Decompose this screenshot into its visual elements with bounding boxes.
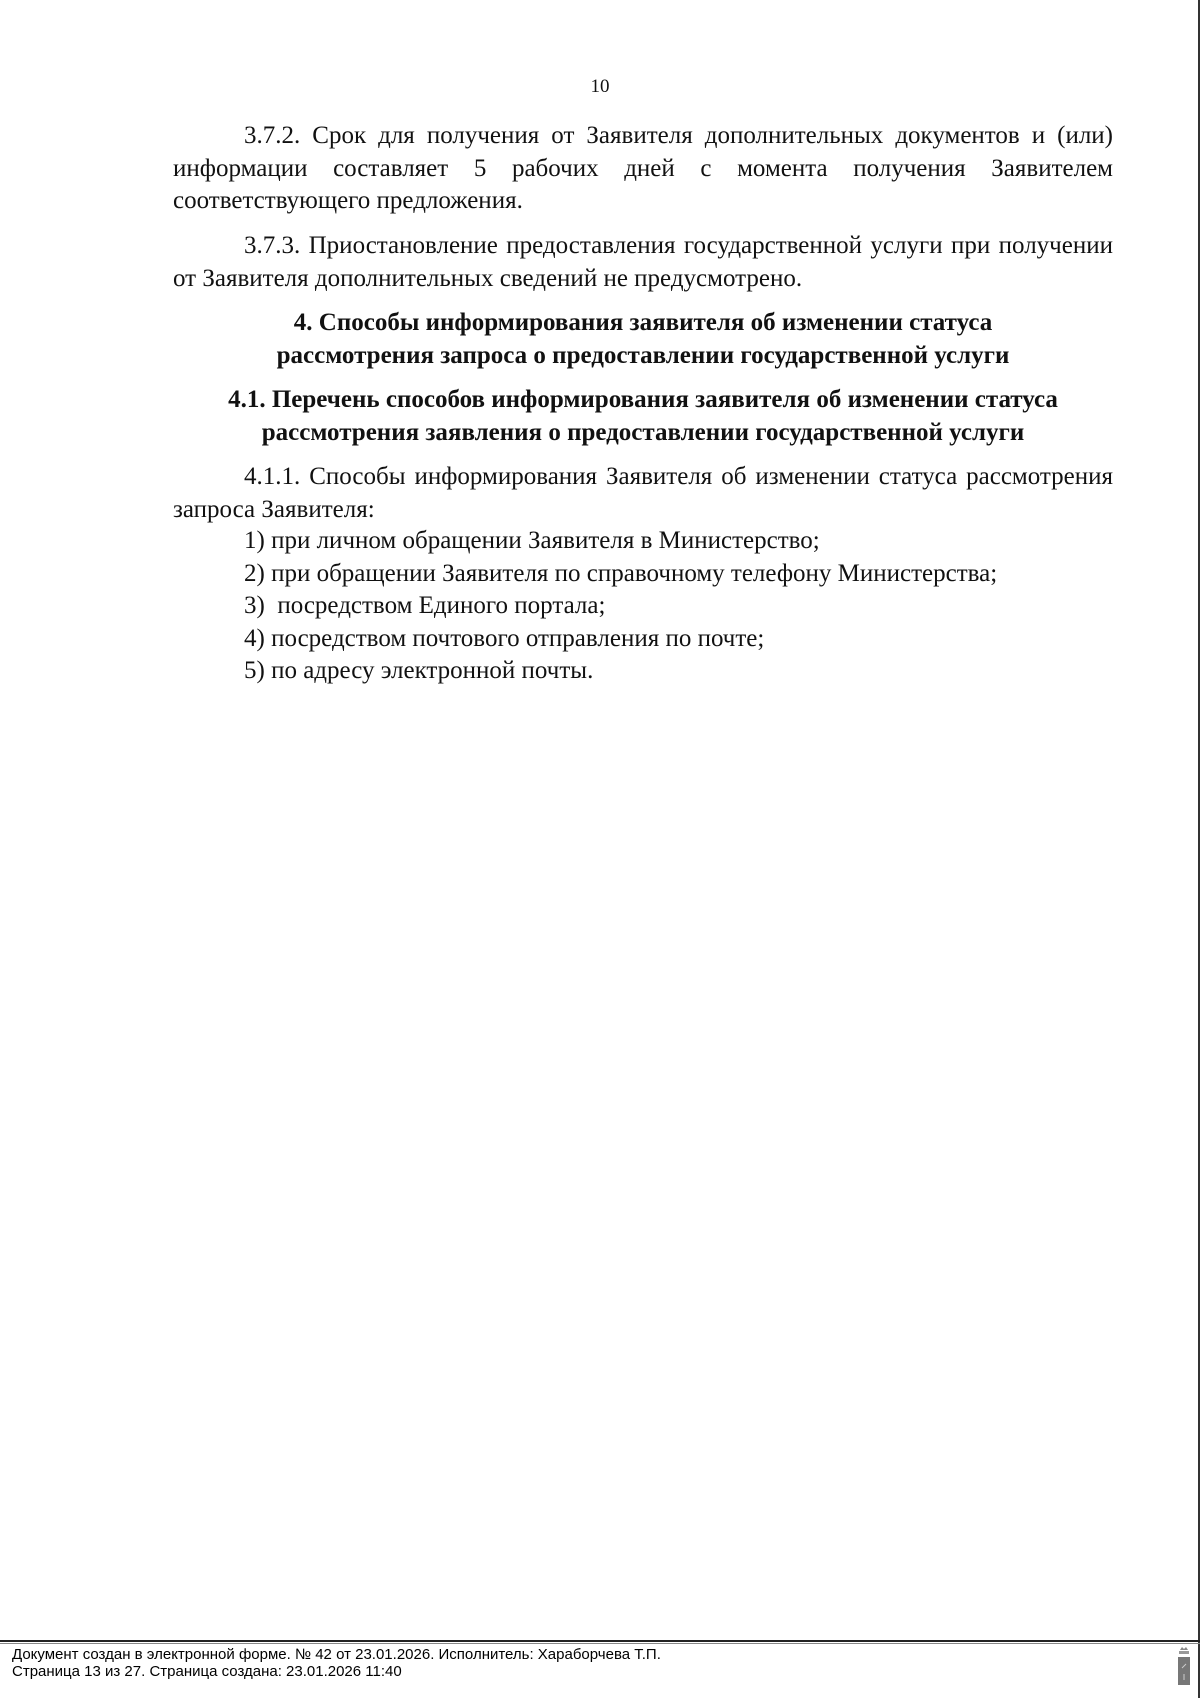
list-item: 3) посредством Единого портала; <box>244 592 606 619</box>
list-item: 2) при обращении Заявителя по справочному телефону Министерства; <box>244 559 998 587</box>
page-number: 10 <box>590 76 610 97</box>
paragraph-4-1-1: 4.1.1. Способы информирования Заявителя об изменении статуса рассмотрения запроса Заявителя: <box>173 463 1113 523</box>
footer <box>12 1646 661 1680</box>
methods-list <box>244 525 997 688</box>
footer-page-info: Страница 13 из 27. Страница создана: 23.01.2026 11:40 <box>12 1663 402 1680</box>
paragraph-3-7-2: 3.7.2. Срок для получения от Заявителя дополнительных документов и (или) информации составляет 5 рабочих дней с момента получения Заявителем соответствующего предложения. <box>173 122 1113 214</box>
list-item: 5) по адресу электронной почты. <box>244 657 594 684</box>
list-item: 4) посредством почтового отправления по почте; <box>244 624 765 652</box>
list-item: 1) при личном обращении Заявителя в Министерство; <box>244 527 820 554</box>
footer-document-info: Документ создан в электронной форме. № 42 от 23.01.2026. Исполнитель: Хараборчева Т.П. <box>12 1646 661 1663</box>
section-4-heading: 4. Способы информирования заявителя об изменении статуса рассмотрения запроса о предоставлении государственной услуги <box>276 309 1010 369</box>
emblem-icon <box>1176 1646 1192 1686</box>
footer-divider-thin <box>0 1643 1200 1644</box>
footer-divider <box>0 1640 1200 1642</box>
paragraph-3-7-3: 3.7.3. Приостановление предоставления государственной услуги при получении от Заявителя дополнительных сведений не предусмотрено. <box>173 232 1113 292</box>
section-4-1-heading: 4.1. Перечень способов информирования заявителя об изменении статуса рассмотрения заявления о предоставлении государственной услуги <box>228 386 1058 446</box>
